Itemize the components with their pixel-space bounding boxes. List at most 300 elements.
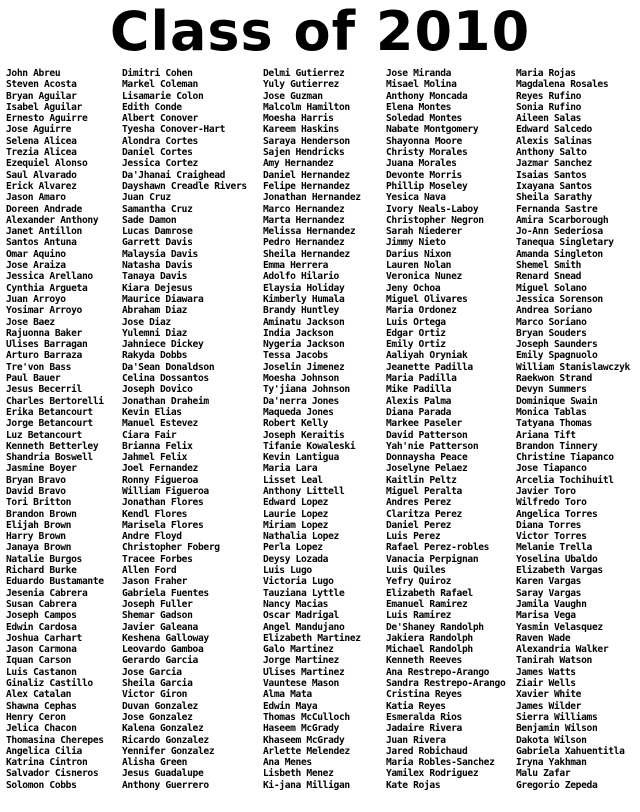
graduate-name: Renard Snead — [516, 271, 582, 283]
graduate-name: Samantha Cruz — [122, 203, 193, 215]
graduate-name: Daniel Cortes — [122, 147, 193, 159]
graduate-name: Anthony Guerrero — [122, 779, 209, 791]
graduate-name: Nygeria Jackson — [263, 339, 345, 351]
graduate-name: Lauren Nolan — [386, 260, 452, 272]
graduate-name: Tauziana Lyttle — [263, 587, 345, 599]
graduate-name: Jose Miranda — [386, 68, 452, 79]
graduate-name: William Stanislawczyk — [516, 361, 630, 373]
graduate-name: Jose Aguirre — [6, 124, 72, 136]
graduate-name: Ulises Barragan — [6, 339, 88, 351]
graduate-name: Jorge Martinez — [263, 655, 339, 667]
graduate-name: Dominique Swain — [516, 395, 598, 407]
graduate-name: Salvador Cisneros — [6, 768, 99, 780]
graduate-name: Jonathan Hernandez — [263, 192, 361, 204]
name-column-1 — [6, 68, 124, 791]
graduate-name: Anthony Moncada — [386, 90, 468, 102]
graduate-name: Tanirah Watson — [516, 655, 592, 667]
name-column-3 — [263, 68, 387, 791]
graduate-name: Maria Ordonez — [386, 305, 457, 317]
graduate-name: Yennifer Gonzalez — [122, 745, 215, 757]
graduate-name: Janet Antillon — [6, 226, 82, 238]
graduate-name: Jimmy Nieto — [386, 237, 446, 249]
graduate-name: Da'nerra Jones — [263, 395, 339, 407]
graduate-name: Lisset Leal — [263, 474, 323, 486]
graduate-name: Edward Lopez — [263, 497, 329, 509]
graduate-name: India Jackson — [263, 327, 334, 339]
graduate-name: Anthony Littell — [263, 485, 345, 497]
graduate-name: John Abreu — [6, 68, 61, 79]
graduate-name: Jeny Ochoa — [386, 282, 441, 294]
graduate-name: Tori Britton — [6, 497, 72, 509]
graduate-name: Andre Floyd — [122, 531, 182, 543]
graduate-name: Da'Jhanai Craighead — [122, 169, 226, 181]
graduate-name: Elizabeth Martinez — [263, 632, 361, 644]
graduate-name: Aaliyah Oryniak — [386, 350, 468, 362]
graduate-name: Gabriela Fuentes — [122, 587, 209, 599]
graduate-name: Arturo Barraza — [6, 350, 82, 362]
graduate-name: Tifanie Kowaleski — [263, 440, 356, 452]
graduate-name: Jose Baez — [6, 316, 55, 328]
graduate-name: Edwin Maya — [263, 700, 318, 712]
graduate-name: Jadaire Rivera — [386, 723, 462, 735]
graduate-name: Jazmar Sanchez — [516, 158, 592, 170]
graduate-name: Ciara Fair — [122, 429, 177, 441]
graduate-name: Angelica Torres — [516, 508, 598, 520]
graduate-name: Claritza Perez — [386, 508, 462, 520]
graduate-name: Luz Betancourt — [6, 429, 82, 441]
graduate-name: Jesus Guadalupe — [122, 768, 204, 780]
graduate-name: Luis Castanon — [6, 666, 77, 678]
graduate-name: Melanie Trella — [516, 542, 592, 554]
graduate-name: Alma Mata — [263, 689, 312, 701]
name-column-2 — [122, 68, 264, 791]
graduate-name: Jose Garcia — [122, 666, 182, 678]
graduate-name: Edith Conde — [122, 101, 182, 113]
graduate-name: Joshua Carhart — [6, 632, 82, 644]
graduate-name: Yesica Nava — [386, 192, 446, 204]
graduate-name: David Bravo — [6, 485, 66, 497]
graduate-name: Manuel Estevez — [122, 418, 198, 430]
graduate-name: Alondra Cortes — [122, 135, 198, 147]
graduate-name: Monica Tablas — [516, 406, 587, 418]
page-title: Class of 2010 — [109, 0, 531, 63]
graduate-name: Kalena Gonzalez — [122, 723, 204, 735]
graduate-name: Alexander Anthony — [6, 214, 99, 226]
graduate-name: Abraham Diaz — [122, 305, 188, 317]
graduate-name: Phillip Moseley — [386, 180, 468, 192]
graduate-name: Richard Burke — [6, 565, 77, 577]
graduate-name: Mike Padilla — [386, 384, 452, 396]
graduate-name: Amy Hernandez — [263, 158, 334, 170]
graduate-name: Jose Tiapanco — [516, 463, 587, 475]
graduate-name: Keshena Galloway — [122, 632, 209, 644]
graduate-name: Ki-jana Milligan — [263, 779, 350, 791]
graduate-name: Elena Montes — [386, 101, 452, 113]
graduate-name: Tracee Forbes — [122, 553, 193, 565]
graduate-name: Tanequa Singletary — [516, 237, 614, 249]
graduate-name: Miguel Solano — [516, 282, 587, 294]
graduate-name: William Figueroa — [122, 485, 209, 497]
graduate-name: Reyes Rufino — [516, 90, 582, 102]
graduate-name: Jose Diaz — [122, 316, 171, 328]
graduate-name: Laurie Lopez — [263, 508, 329, 520]
graduate-name: Yoselina Ubaldo — [516, 553, 598, 565]
graduate-name: Kate Rojas — [386, 779, 441, 791]
graduate-name: Natalie Burgos — [6, 553, 82, 565]
graduate-name: Ernesto Aguirre — [6, 113, 88, 125]
graduate-name: Iquan Carson — [6, 655, 72, 667]
graduate-name: Yefry Quiroz — [386, 576, 452, 588]
graduate-name: Devonte Morris — [386, 169, 462, 181]
graduate-name: Markel Coleman — [122, 79, 198, 91]
graduate-name: Victor Giron — [122, 689, 188, 701]
graduate-name: Shayonna Moore — [386, 135, 462, 147]
graduate-name: Magdalena Rosales — [516, 79, 609, 91]
graduate-name: Emily Spagnuolo — [516, 350, 598, 362]
graduate-name: Jose Araiza — [6, 260, 66, 272]
graduate-name: Charles Bertorelli — [6, 395, 104, 407]
graduate-name: Jessica Arellano — [6, 271, 93, 283]
graduate-name: Miriam Lopez — [263, 519, 329, 531]
graduate-name: James Wilder — [516, 700, 582, 712]
graduate-name: Tre'von Bass — [6, 361, 72, 373]
graduate-name: Joel Fernandez — [122, 463, 198, 475]
graduate-name: Raven Wade — [516, 632, 571, 644]
graduate-name: Steven Acosta — [6, 79, 77, 91]
graduate-name: Andrea Soriano — [516, 305, 592, 317]
graduate-name: Daniel Hernandez — [263, 169, 350, 181]
graduate-name: Dimitri Cohen — [122, 68, 193, 79]
graduate-name: Robert Kelly — [263, 418, 329, 430]
graduate-name: Adolfo Hilario — [263, 271, 339, 283]
graduate-name: Erick Alvarez — [6, 180, 77, 192]
graduate-name: Sandra Restrepo-Arango — [386, 678, 506, 690]
graduate-name: Joseph Campos — [6, 610, 77, 622]
graduate-name: Vauntese Mason — [263, 678, 339, 690]
graduate-name: Donnaysha Peace — [386, 452, 468, 464]
graduate-name: Arcelia Tochihuitl — [516, 474, 614, 486]
graduate-name: Ziair Wells — [516, 678, 576, 690]
graduate-name: Cristina Reyes — [386, 689, 462, 701]
graduate-name: Miguel Olivares — [386, 293, 468, 305]
graduate-name: Maria Padilla — [386, 373, 457, 385]
graduate-name: Fernanda Sastre — [516, 203, 598, 215]
graduate-name: Kiara Dejesus — [122, 282, 193, 294]
graduate-name: Melissa Hernandez — [263, 226, 356, 238]
graduate-name: Maria Rojas — [516, 68, 576, 79]
graduate-name: Kenneth Betterley — [6, 440, 99, 452]
graduate-name: Ixayana Santos — [516, 180, 592, 192]
graduate-name: Sheila Garcia — [122, 678, 193, 690]
graduate-name: Shemel Smith — [516, 260, 582, 272]
graduate-name: Iryna Yakhman — [516, 757, 587, 769]
graduate-name: Gerardo Garcia — [122, 655, 198, 667]
graduate-name: Pedro Hernandez — [263, 237, 345, 249]
graduate-name: Kimberly Humala — [263, 293, 345, 305]
graduate-name: Thomas McCulloch — [263, 711, 350, 723]
graduate-name: Susan Cabrera — [6, 598, 77, 610]
graduate-name: Benjamin Wilson — [516, 723, 598, 735]
graduate-name: Juana Morales — [386, 158, 457, 170]
graduate-name: Edwin Cardosa — [6, 621, 77, 633]
graduate-name: Harry Brown — [6, 531, 66, 543]
graduate-name: Sajen Hendricks — [263, 147, 345, 159]
graduate-name: Dayshawn Creadle Rivers — [122, 180, 247, 192]
graduate-name: Marco Hernandez — [263, 203, 345, 215]
graduate-name: Jakiera Randolph — [386, 632, 473, 644]
graduate-name: Yah'nie Patterson — [386, 440, 479, 452]
graduate-name: Gabriela Xahuentitla — [516, 745, 625, 757]
graduate-name: Rakyda Dobbs — [122, 350, 188, 362]
graduate-name: Doreen Andrade — [6, 203, 82, 215]
graduate-name: Brandon Brown — [6, 508, 77, 520]
graduate-name: Tanaya Davis — [122, 271, 188, 283]
graduate-name: Edward Salcedo — [516, 124, 592, 136]
graduate-name: Trezia Alicea — [6, 147, 77, 159]
graduate-name: Jesenia Cabrera — [6, 587, 88, 599]
graduate-name: Malcolm Hamilton — [263, 101, 350, 113]
graduate-name: Joselyne Pelaez — [386, 463, 468, 475]
graduate-name: Tyesha Conover-Hart — [122, 124, 226, 136]
graduate-name: Jason Amaro — [6, 192, 66, 204]
graduate-name: Elijah Brown — [6, 519, 72, 531]
graduate-name: Yosimar Arroyo — [6, 305, 82, 317]
graduate-name: Lisbeth Menez — [263, 768, 334, 780]
graduate-name: Darius Nixon — [386, 248, 452, 260]
graduate-name: Arlette Melendez — [263, 745, 350, 757]
graduate-name: Marisela Flores — [122, 519, 204, 531]
graduate-name: Andres Perez — [386, 497, 452, 509]
graduate-name: Maqueda Jones — [263, 406, 334, 418]
graduate-name: Jonathan Draheim — [122, 395, 209, 407]
graduate-name: Luis Lugo — [263, 565, 312, 577]
graduate-name: Wilfredo Toro — [516, 497, 587, 509]
graduate-name: Jesus Becerril — [6, 384, 82, 396]
graduate-name: Jason Fraher — [122, 576, 188, 588]
graduate-name: Christy Morales — [386, 147, 468, 159]
name-columns — [6, 68, 636, 808]
graduate-name: Ana Menes — [263, 757, 312, 769]
graduate-name: Yasmin Velasquez — [516, 621, 603, 633]
graduate-name: Luis Perez — [386, 531, 441, 543]
graduate-name: Isabel Aguilar — [6, 101, 82, 113]
graduate-name: Kareem Haskins — [263, 124, 339, 136]
graduate-name: Ulises Martinez — [263, 666, 345, 678]
graduate-name: Khaseem McGrady — [263, 734, 345, 746]
graduate-name: Ezequiel Alonso — [6, 158, 88, 170]
graduate-name: Ginaliz Castillo — [6, 678, 93, 690]
graduate-name: Sheila Hernandez — [263, 248, 350, 260]
graduate-name: Kevin Elias — [122, 406, 182, 418]
graduate-name: Xavier White — [516, 689, 582, 701]
graduate-name: Jason Carmona — [6, 644, 77, 656]
graduate-name: Shawna Cephas — [6, 700, 77, 712]
graduate-name: Yamilex Rodriguez — [386, 768, 479, 780]
graduate-name: Miguel Peralta — [386, 485, 462, 497]
graduate-name: Jessica Cortez — [122, 158, 198, 170]
graduate-name: James Watts — [516, 666, 576, 678]
graduate-name: Nathalia Lopez — [263, 531, 339, 543]
graduate-name: Brianna Felix — [122, 440, 193, 452]
graduate-name: Cynthia Argueta — [6, 282, 88, 294]
graduate-name: Leovardo Gamboa — [122, 644, 204, 656]
graduate-name: Luis Ramirez — [386, 610, 452, 622]
graduate-name: Bryan Souders — [516, 327, 587, 339]
graduate-name: Moesha Harris — [263, 113, 334, 125]
graduate-name: Jose Gonzalez — [122, 711, 193, 723]
graduate-name: Jo-Ann Sederiosa — [516, 226, 603, 238]
graduate-name: Ronny Figueroa — [122, 474, 198, 486]
graduate-name: Dakota Wilson — [516, 734, 587, 746]
graduate-name: Malaysia Davis — [122, 248, 198, 260]
graduate-name: Maria Robles-Sanchez — [386, 757, 495, 769]
graduate-name: Sarah Niederer — [386, 226, 462, 238]
graduate-name: Sierra Williams — [516, 711, 598, 723]
graduate-name: Kevin Lantigua — [263, 452, 339, 464]
graduate-name: Juan Rivera — [386, 734, 446, 746]
graduate-name: Da'Sean Donaldson — [122, 361, 215, 373]
graduate-name: Kaitlin Peltz — [386, 474, 457, 486]
graduate-name: Elizabeth Vargas — [516, 565, 603, 577]
graduate-name: Deysy Lozada — [263, 553, 329, 565]
graduate-name: Jessica Sorenson — [516, 293, 603, 305]
graduate-name: Solomon Cobbs — [6, 779, 77, 791]
graduate-name: Edgar Ortiz — [386, 327, 446, 339]
graduate-name: Perla Lopez — [263, 542, 323, 554]
graduate-name: Katrina Cintron — [6, 757, 88, 769]
graduate-name: Raekwon Strand — [516, 373, 592, 385]
graduate-name: Joseph Dovico — [122, 384, 193, 396]
graduate-name: Eduardo Bustamante — [6, 576, 104, 588]
graduate-name: Isaias Santos — [516, 169, 587, 181]
graduate-name: Garrett Davis — [122, 237, 193, 249]
graduate-name: Jamila Vaughn — [516, 598, 587, 610]
graduate-name: Sheila Sarathy — [516, 192, 592, 204]
graduate-name: Alexandria Walker — [516, 644, 609, 656]
graduate-name: Soledad Montes — [386, 113, 462, 125]
graduate-name: Galo Martinez — [263, 644, 334, 656]
graduate-name: Lisamarie Colon — [122, 90, 204, 102]
graduate-name: Joseph Fuller — [122, 598, 193, 610]
graduate-name: Brandon Tinnery — [516, 440, 598, 452]
graduate-name: Ricardo Gonzalez — [122, 734, 209, 746]
graduate-name: Joseph Keraitis — [263, 429, 345, 441]
graduate-name: Devyn Summers — [516, 384, 587, 396]
graduate-name: Maurice Diawara — [122, 293, 204, 305]
graduate-name: Juan Arroyo — [6, 293, 66, 305]
graduate-name: Shandria Boswell — [6, 452, 93, 464]
graduate-name: Victor Torres — [516, 531, 587, 543]
graduate-name: Jonathan Flores — [122, 497, 204, 509]
graduate-name: Tessa Jacobs — [263, 350, 329, 362]
graduate-name: Joselin Jimenez — [263, 361, 345, 373]
graduate-name: Vanacia Perpignan — [386, 553, 479, 565]
graduate-name: Saul Alvarado — [6, 169, 77, 181]
graduate-name: Kendl Flores — [122, 508, 188, 520]
graduate-name: Jahmel Felix — [122, 452, 188, 464]
graduate-name: Bryan Aguilar — [6, 90, 77, 102]
graduate-name: De'Shaney Randolph — [386, 621, 484, 633]
graduate-name: Ana Restrepo-Arango — [386, 666, 490, 678]
graduate-name: Saray Vargas — [516, 587, 582, 599]
graduate-name: Maria Lara — [263, 463, 318, 475]
graduate-name: Omar Aquino — [6, 248, 66, 260]
graduate-name: Haseem McGrady — [263, 723, 339, 735]
graduate-name: Kenneth Reeves — [386, 655, 462, 667]
graduate-name: Christine Tiapanco — [516, 452, 614, 464]
graduate-name: Marco Soriano — [516, 316, 587, 328]
graduate-name: Markee Paseler — [386, 418, 462, 430]
graduate-name: Aileen Salas — [516, 113, 582, 125]
graduate-name: Javier Toro — [516, 485, 576, 497]
graduate-name: Aminatu Jackson — [263, 316, 345, 328]
graduate-name: David Patterson — [386, 429, 468, 441]
graduate-name: Alexis Salinas — [516, 135, 592, 147]
graduate-name: Luis Ortega — [386, 316, 446, 328]
graduate-name: Delmi Gutierrez — [263, 68, 345, 79]
graduate-name: Katia Reyes — [386, 700, 446, 712]
graduate-name: Joseph Saunders — [516, 339, 598, 351]
graduate-name: Yuly Gutierrez — [263, 79, 339, 91]
graduate-name: Ty'jiana Johnson — [263, 384, 350, 396]
graduate-name: Daniel Perez — [386, 519, 452, 531]
graduate-name: Juan Cruz — [122, 192, 171, 204]
graduate-name: Paul Bauer — [6, 373, 61, 385]
graduate-name: Karen Vargas — [516, 576, 582, 588]
graduate-name: Felipe Hernandez — [263, 180, 350, 192]
graduate-name: Erika Betancourt — [6, 406, 93, 418]
graduate-name: Selena Alicea — [6, 135, 77, 147]
graduate-name: Marta Hernandez — [263, 214, 345, 226]
graduate-name: Elaysia Holiday — [263, 282, 345, 294]
graduate-name: Esmeralda Rios — [386, 711, 462, 723]
graduate-name: Anthony Salto — [516, 147, 587, 159]
graduate-name: Yulemni Diaz — [122, 327, 188, 339]
graduate-name: Michael Randolph — [386, 644, 473, 656]
graduate-name: Saraya Henderson — [263, 135, 350, 147]
graduate-name: Misael Molina — [386, 79, 457, 91]
graduate-name: Amanda Singleton — [516, 248, 603, 260]
graduate-name: Ivory Neals-Laboy — [386, 203, 479, 215]
graduate-name: Angel Mandujano — [263, 621, 345, 633]
graduate-name: Luis Quiles — [386, 565, 446, 577]
graduate-name: Natasha Davis — [122, 260, 193, 272]
graduate-name: Angelica Cilia — [6, 745, 82, 757]
graduate-name: Malu Zafar — [516, 768, 571, 780]
graduate-name: Emanuel Ramirez — [386, 598, 468, 610]
graduate-name: Javier Galeana — [122, 621, 198, 633]
graduate-name: Celina Dossantos — [122, 373, 209, 385]
graduate-name: Christopher Foberg — [122, 542, 220, 554]
graduate-name: Duvan Gonzalez — [122, 700, 198, 712]
graduate-name: Tatyana Thomas — [516, 418, 592, 430]
graduate-name: Rajuonna Baker — [6, 327, 82, 339]
graduate-name: Jorge Betancourt — [6, 418, 93, 430]
graduate-name: Gregorio Zepeda — [516, 779, 598, 791]
graduate-name: Allen Ford — [122, 565, 177, 577]
graduate-name: Thomasina Cherepes — [6, 734, 104, 746]
graduate-name: Santos Antuna — [6, 237, 77, 249]
graduate-name: Henry Ceron — [6, 711, 66, 723]
graduate-name: Brandy Huntley — [263, 305, 339, 317]
graduate-name: Marisa Vega — [516, 610, 576, 622]
graduate-name: Ariana Tift — [516, 429, 576, 441]
graduate-name: Albert Conover — [122, 113, 198, 125]
graduate-name: Emma Herrera — [263, 260, 329, 272]
graduate-name: Rafael Perez-robles — [386, 542, 490, 554]
graduate-name: Elizabeth Rafael — [386, 587, 473, 599]
graduate-name: Janaya Brown — [6, 542, 72, 554]
